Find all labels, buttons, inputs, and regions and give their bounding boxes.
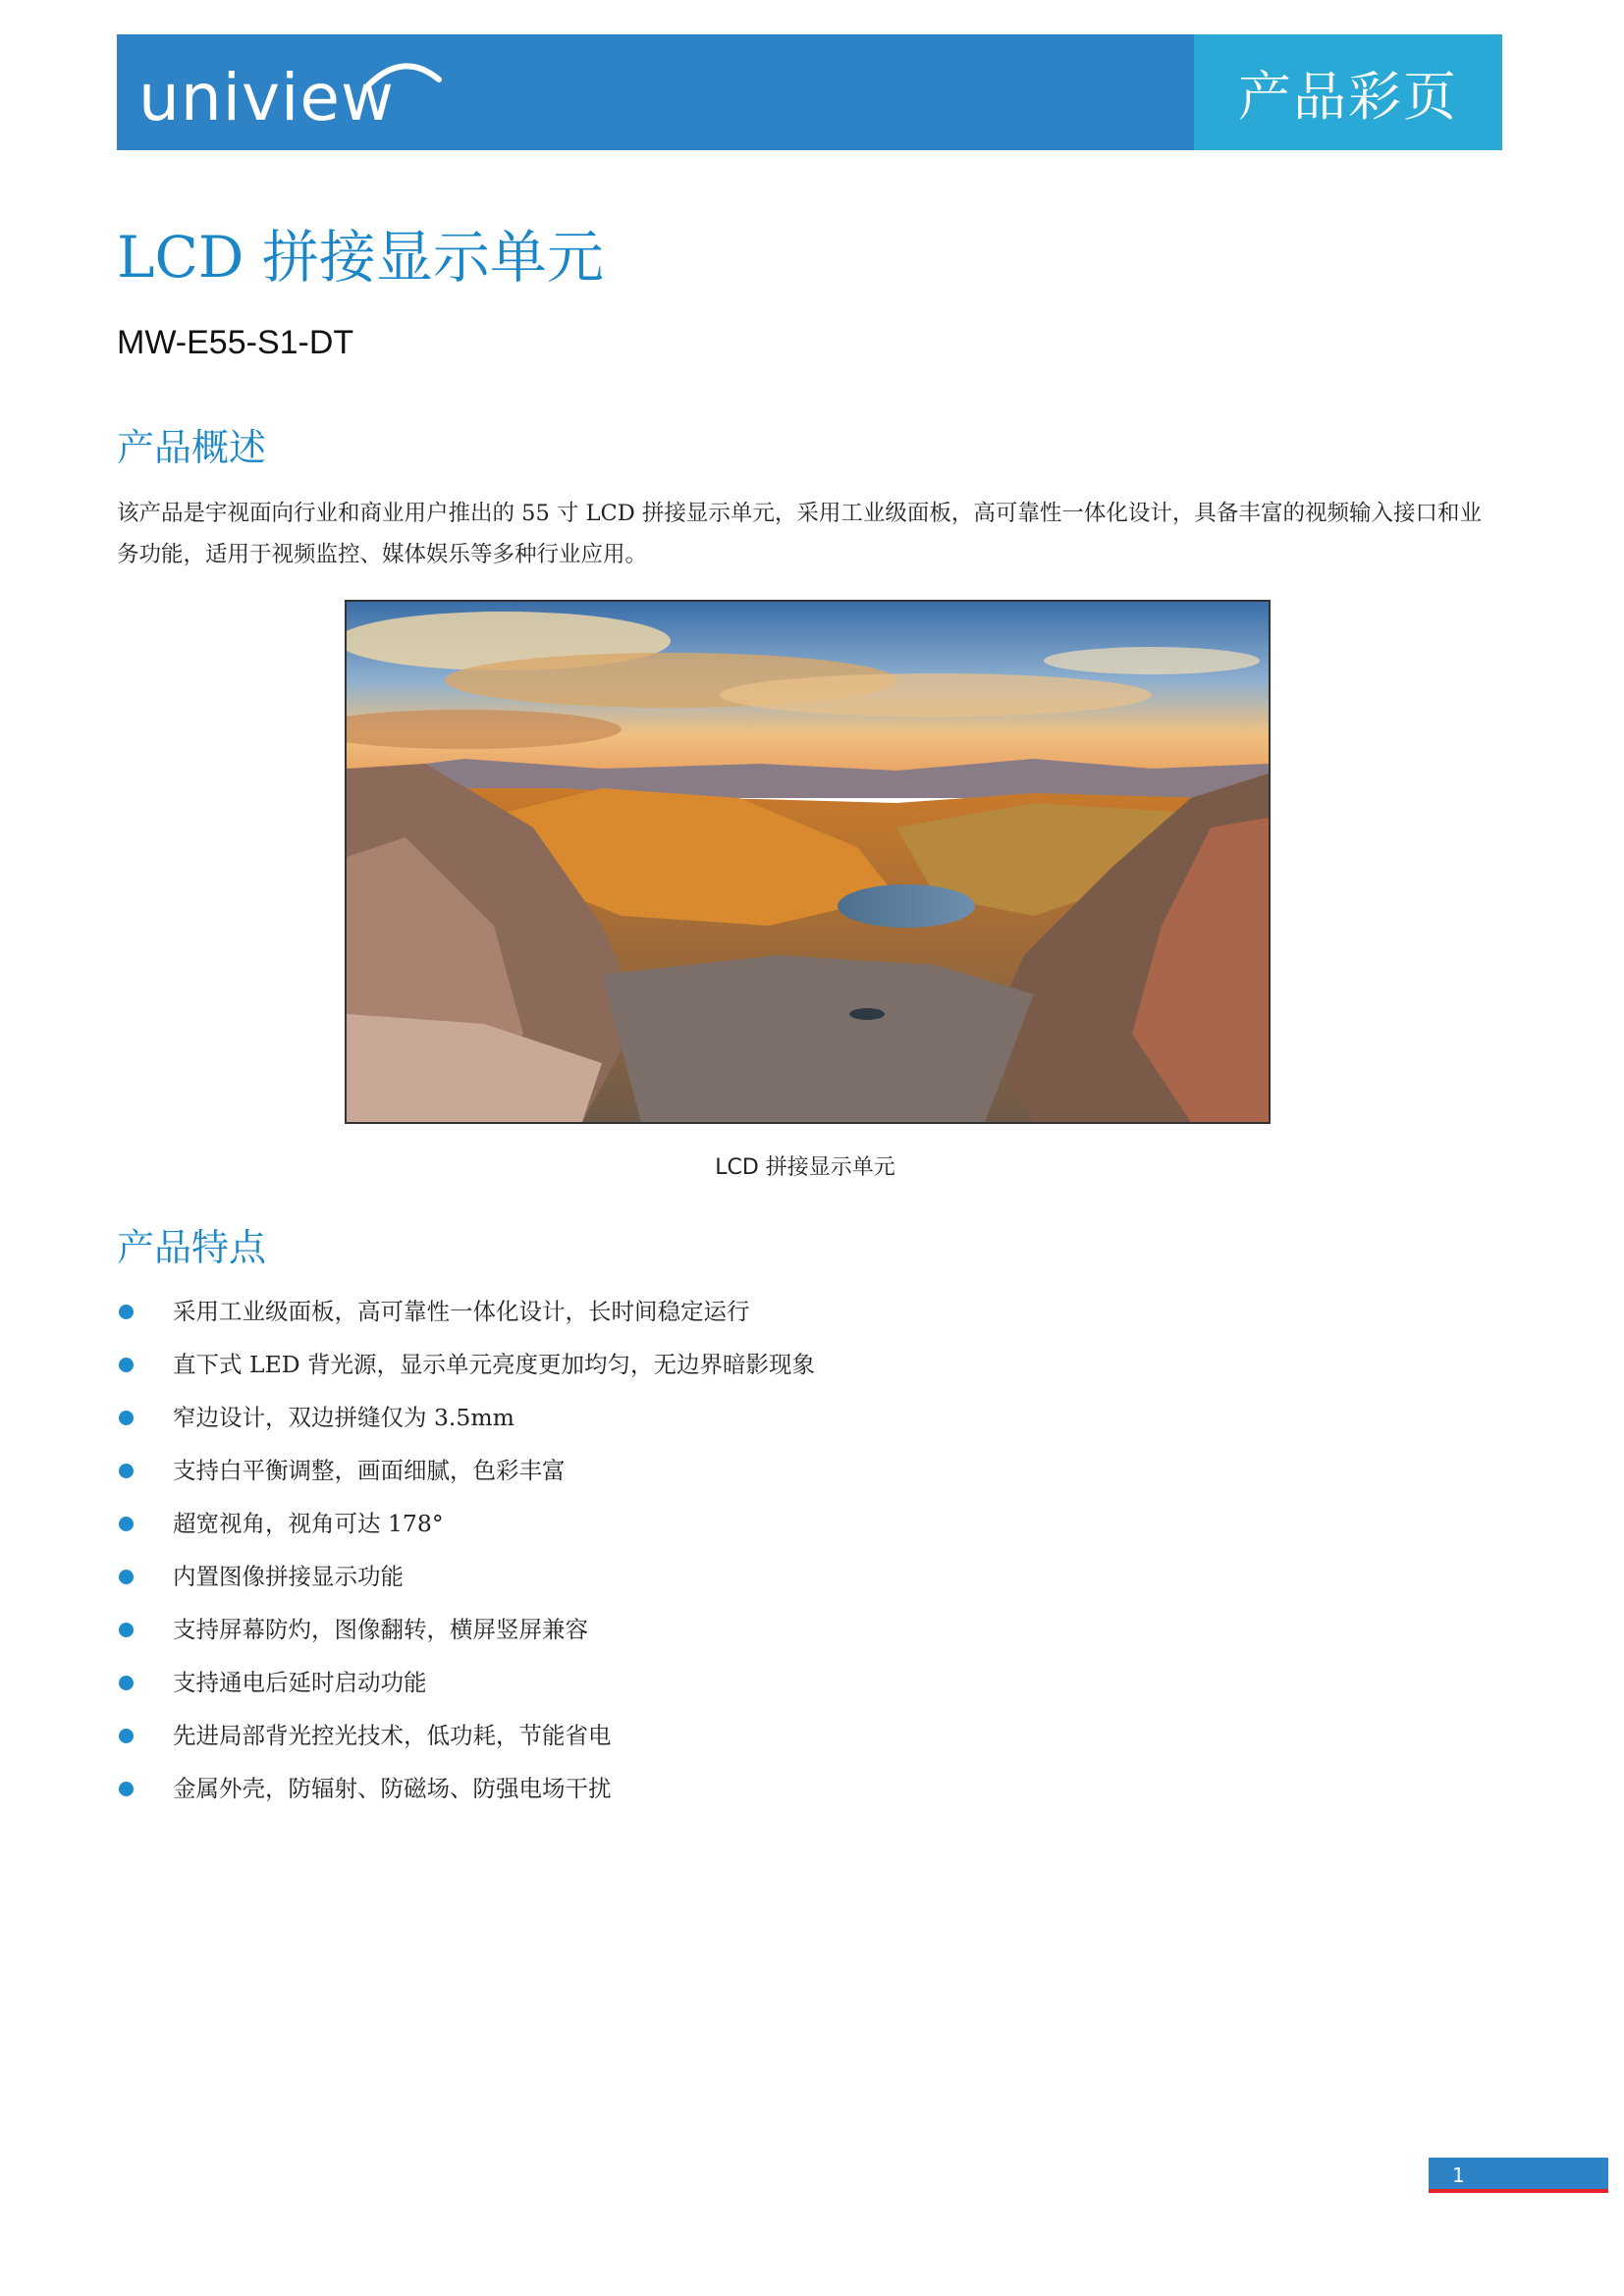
bullet-icon — [119, 1729, 134, 1743]
page-number: 1 — [1429, 2158, 1608, 2193]
header-banner — [117, 34, 1502, 150]
list-item — [117, 1769, 815, 1822]
logo-arc-icon — [364, 56, 443, 89]
bullet-icon — [119, 1623, 134, 1637]
feature-text: 先进局部背光控光技术，低功耗，节能省电 — [173, 1722, 612, 1749]
feature-text: 窄边设计，双边拼缝仅为 3.5mm — [173, 1404, 514, 1431]
bullet-icon — [119, 1676, 134, 1690]
feature-text: 采用工业级面板，高可靠性一体化设计，长时间稳定运行 — [173, 1298, 750, 1325]
list-item — [117, 1451, 815, 1504]
landscape-photo-icon — [347, 602, 1269, 1122]
product-image — [345, 600, 1271, 1124]
features-heading: 产品特点 — [117, 1226, 267, 1269]
list-item — [117, 1345, 815, 1398]
page-title: LCD 拼接显示单元 — [117, 224, 604, 291]
bullet-icon — [119, 1358, 134, 1372]
overview-text: 该产品是宇视面向行业和商业用户推出的 55 寸 LCD 拼接显示单元，采用工业级面板，高可靠性一体化设计，具备丰富的视频输入接口和业务功能，适用于视频监控、媒体娱乐等多种行业应用。 — [117, 501, 1482, 567]
bullet-icon — [119, 1517, 134, 1531]
overview-heading: 产品概述 — [117, 426, 267, 469]
model-number: MW-E55-S1-DT — [117, 324, 354, 361]
bullet-icon — [119, 1782, 134, 1796]
feature-text: 支持通电后延时启动功能 — [173, 1669, 427, 1696]
feature-text: 直下式 LED 背光源，显示单元亮度更加均匀，无边界暗影现象 — [173, 1351, 816, 1378]
list-item — [117, 1557, 815, 1610]
feature-text: 支持屏幕防灼，图像翻转，横屏竖屏兼容 — [173, 1616, 588, 1643]
feature-text: 超宽视角，视角可达 178° — [173, 1510, 444, 1537]
bullet-icon — [119, 1305, 134, 1319]
bullet-icon — [119, 1464, 134, 1478]
list-item — [117, 1610, 815, 1663]
feature-list — [117, 1292, 815, 1822]
uniview-logo: uniview — [138, 60, 395, 135]
list-item — [117, 1398, 815, 1451]
figure-caption: LCD 拼接显示单元 — [715, 1155, 895, 1180]
doc-type-tag: 产品彩页 — [1194, 34, 1502, 150]
bullet-icon — [119, 1570, 134, 1584]
list-item — [117, 1292, 815, 1345]
list-item — [117, 1716, 815, 1769]
feature-text: 支持白平衡调整，画面细腻，色彩丰富 — [173, 1457, 566, 1484]
bullet-icon — [119, 1411, 134, 1425]
list-item — [117, 1504, 815, 1557]
feature-text: 金属外壳，防辐射、防磁场、防强电场干扰 — [173, 1775, 612, 1802]
feature-text: 内置图像拼接显示功能 — [173, 1563, 404, 1590]
list-item — [117, 1663, 815, 1716]
